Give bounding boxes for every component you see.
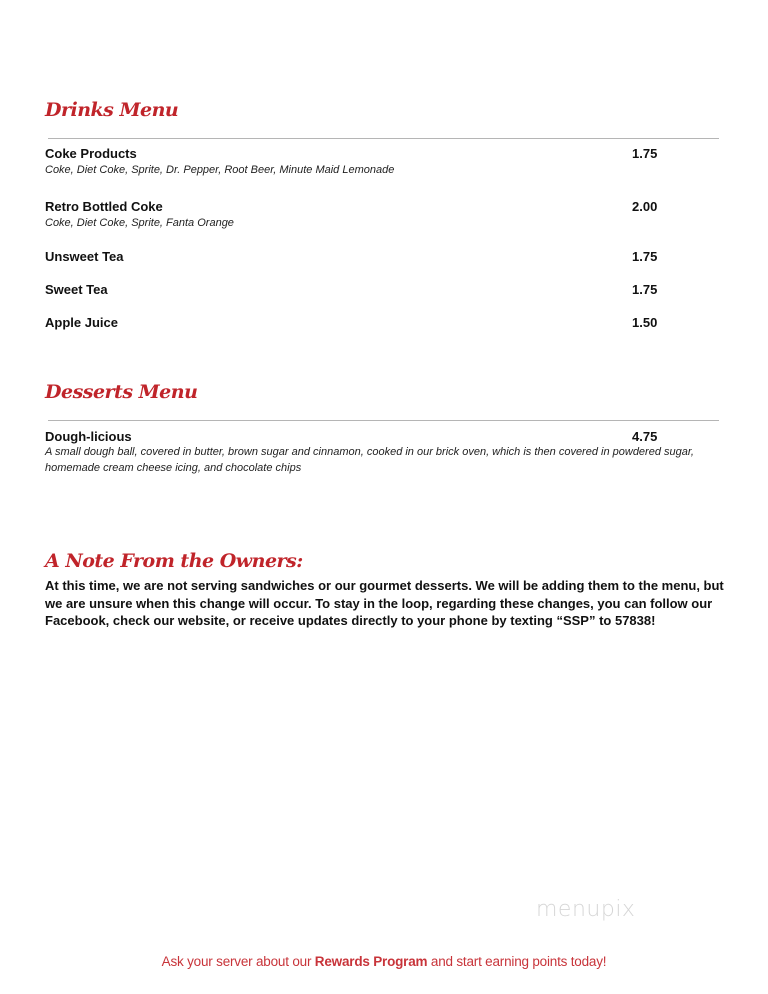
menu-item-price: 4.75 — [632, 429, 658, 444]
owners-note-title: A Note From the Owners: — [45, 550, 303, 572]
menu-item-price: 1.75 — [632, 249, 658, 264]
menu-item-name: Unsweet Tea — [45, 249, 124, 264]
footer-text-pre: Ask your server about our — [161, 954, 315, 969]
drinks-menu-title: Drinks Menu — [45, 99, 179, 121]
drinks-divider — [48, 138, 719, 139]
menu-item-name: Dough-licious — [45, 429, 132, 444]
menu-item-name: Sweet Tea — [45, 282, 108, 297]
owners-note-text: At this time, we are not serving sandwiches or our gourmet desserts. We will be adding them to the menu, but we are unsure when this change will occur. To stay in the loop, regarding these changes, you can follow our Facebook, check our website, or receive updates directly to your phone by texting “SSP” to 57838! — [45, 578, 724, 628]
menu-item-description: A small dough ball, covered in butter, brown sugar and cinnamon, cooked in our brick oven, which is then covered in powdered sugar, homemade cream cheese icing, and chocolate chips — [45, 446, 694, 474]
menu-item-name: Coke Products — [45, 146, 137, 161]
menu-item-price: 2.00 — [632, 199, 658, 214]
menu-item-name: Apple Juice — [45, 315, 118, 330]
menu-item-name: Retro Bottled Coke — [45, 199, 163, 214]
menu-item-description: Coke, Diet Coke, Sprite, Dr. Pepper, Root Beer, Minute Maid Lemonade — [45, 164, 395, 176]
menu-item-price: 1.75 — [632, 282, 658, 297]
menu-item-price: 1.75 — [632, 146, 658, 161]
menu-item-price: 1.50 — [632, 315, 658, 330]
rewards-program-label: Rewards Program — [314, 954, 428, 969]
desserts-divider — [48, 420, 719, 421]
rewards-footer — [0, 954, 768, 969]
menu-item-description: Coke, Diet Coke, Sprite, Fanta Orange — [45, 217, 234, 229]
footer-text-post: and start earning points today! — [427, 954, 607, 969]
desserts-menu-title: Desserts Menu — [45, 381, 198, 403]
menupix-watermark: menupix — [536, 897, 636, 922]
